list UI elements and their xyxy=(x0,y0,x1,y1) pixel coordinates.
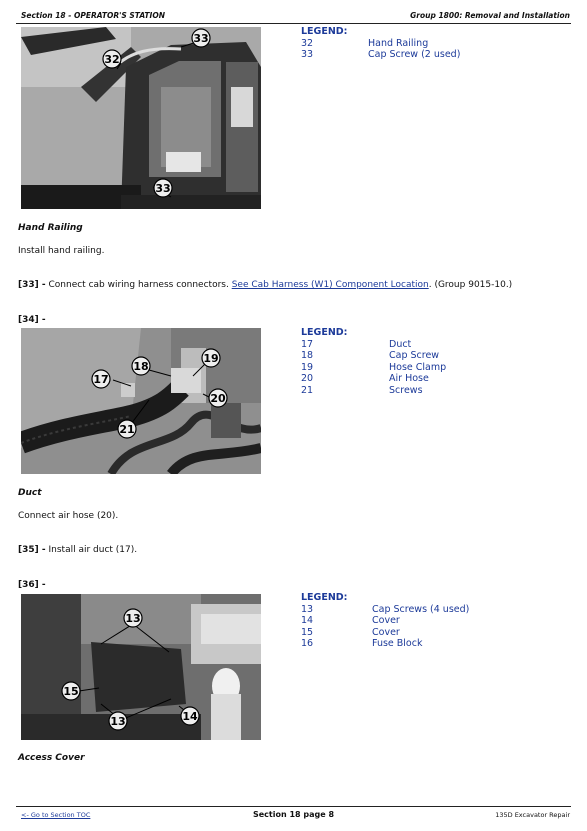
legend-label: Hand Railing xyxy=(368,37,429,49)
section-toc-link[interactable]: <- Go to Section TOC xyxy=(21,811,91,819)
legend-item xyxy=(301,362,446,374)
legend-figure-2 xyxy=(301,327,446,397)
callout-32: 32 xyxy=(104,53,120,66)
legend-item xyxy=(301,350,446,362)
legend-num: 15 xyxy=(301,626,314,638)
legend-label: Cap Screw (2 used) xyxy=(368,49,461,61)
section-title: Section 18 - OPERATOR'S STATION xyxy=(21,11,165,20)
legend-item xyxy=(301,604,469,616)
access-cover-photo xyxy=(21,594,261,740)
step-number: [33] - xyxy=(18,280,46,290)
callout-14: 14 xyxy=(182,710,198,723)
callout-33: 33 xyxy=(193,32,209,45)
legend-num: 33 xyxy=(301,49,314,61)
cab-harness-link[interactable]: See Cab Harness (W1) Component Location xyxy=(231,280,429,290)
legend-title: LEGEND: xyxy=(301,26,348,37)
step-34 xyxy=(18,315,46,325)
legend-label: Air Hose xyxy=(389,373,429,385)
callout-21: 21 xyxy=(119,423,135,436)
legend-num: 17 xyxy=(301,338,314,350)
hand-railing-heading: Hand Railing xyxy=(18,223,83,233)
callout-13: 13 xyxy=(110,715,126,728)
step-ref: . (Group 9015-10.) xyxy=(428,280,513,290)
legend-label: Fuse Block xyxy=(372,638,423,650)
legend-title: LEGEND: xyxy=(301,327,348,338)
legend-item xyxy=(301,38,460,50)
legend-num: 14 xyxy=(301,615,314,627)
legend-item xyxy=(301,385,446,397)
step-text: Connect cab wiring harness connectors. xyxy=(48,280,229,290)
hand-railing-photo xyxy=(21,27,261,209)
legend-num: 19 xyxy=(301,361,314,373)
legend-item xyxy=(301,339,446,351)
callout-15: 15 xyxy=(63,685,79,698)
legend-label: Cap Screw xyxy=(389,350,440,362)
callout-13: 13 xyxy=(125,612,141,625)
duct-photo xyxy=(21,328,261,474)
duct-text: Connect air hose (20). xyxy=(18,511,119,521)
legend-num: 32 xyxy=(301,37,314,49)
legend-title: LEGEND: xyxy=(301,592,348,603)
group-title: Group 1800: Removal and Installation xyxy=(410,11,570,20)
step-number: [34] - xyxy=(18,315,46,325)
hand-railing-text: Install hand railing. xyxy=(18,246,105,256)
legend-label: Hose Clamp xyxy=(389,361,447,373)
legend-num: 16 xyxy=(301,638,314,650)
legend-num: 13 xyxy=(301,603,314,615)
step-33 xyxy=(18,280,512,290)
legend-num: 21 xyxy=(301,384,314,396)
header-divider xyxy=(16,23,571,24)
legend-num: 20 xyxy=(301,373,314,385)
step-number: [35] - xyxy=(18,545,46,555)
duct-heading: Duct xyxy=(18,488,42,498)
page-number: Section 18 page 8 xyxy=(252,810,335,819)
legend-num: 18 xyxy=(301,350,314,362)
access-cover-heading: Access Cover xyxy=(18,753,85,763)
step-35 xyxy=(18,545,137,555)
callout-18: 18 xyxy=(133,360,149,373)
legend-figure-1 xyxy=(301,26,460,61)
legend-label: Cover xyxy=(372,615,400,627)
legend-label: Screws xyxy=(389,384,423,396)
document-title: 135D Excavator Repair xyxy=(495,811,570,819)
legend-label: Duct xyxy=(389,338,412,350)
callout-17: 17 xyxy=(93,373,109,386)
legend-item xyxy=(301,49,460,61)
step-text: Install air duct (17). xyxy=(48,545,138,555)
legend-item xyxy=(301,373,446,385)
legend-label: Cap Screws (4 used) xyxy=(372,603,470,615)
callout-20: 20 xyxy=(210,392,226,405)
legend-figure-3 xyxy=(301,592,469,650)
step-number: [36] - xyxy=(18,580,46,590)
step-36 xyxy=(18,580,46,590)
callout-19: 19 xyxy=(203,352,219,365)
footer-divider xyxy=(16,806,571,807)
legend-label: Cover xyxy=(372,626,400,638)
legend-item xyxy=(301,638,469,650)
callout-33: 33 xyxy=(155,182,171,195)
legend-item xyxy=(301,627,469,639)
legend-item xyxy=(301,615,469,627)
